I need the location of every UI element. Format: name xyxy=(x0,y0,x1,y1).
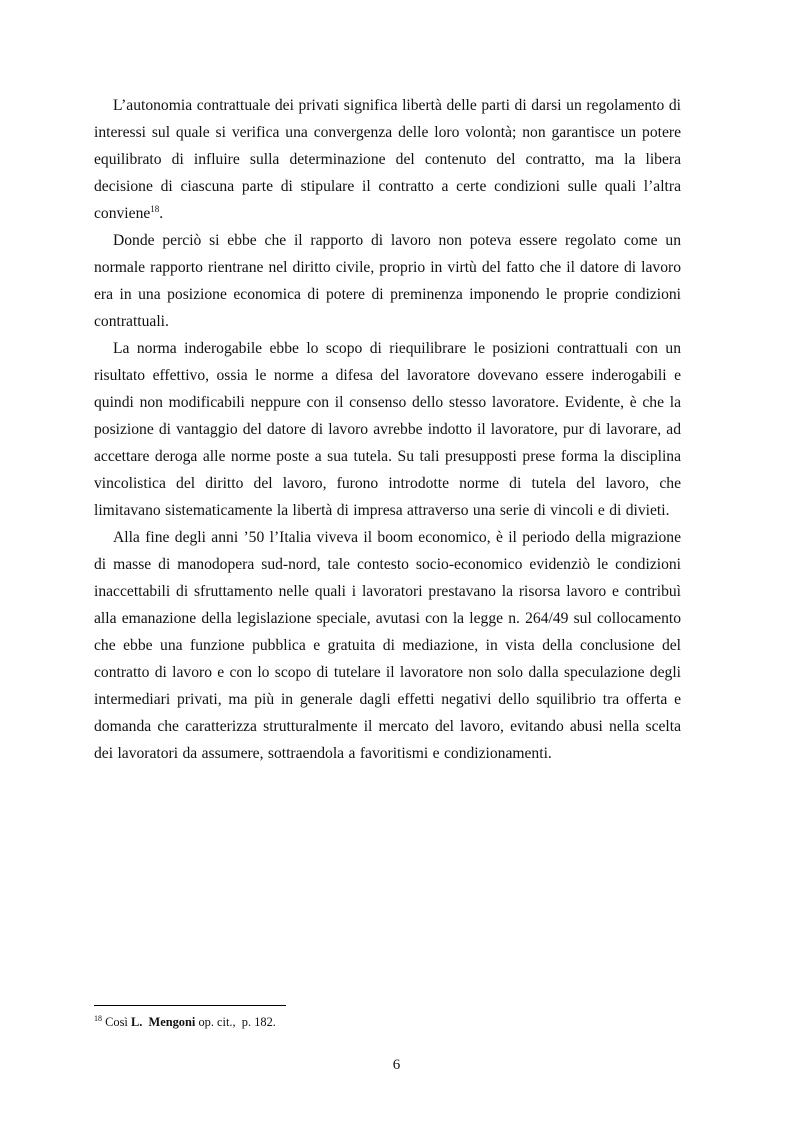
footnote-ref[interactable]: 18 xyxy=(150,203,160,214)
body-text xyxy=(94,92,681,767)
footnote-author: L. Mengoni xyxy=(130,1015,196,1029)
footnote-citation: op. cit., p. 182. xyxy=(198,1015,276,1029)
paragraph-rapporto: Donde perciò si ebbe che il rapporto di lavoro non poteva essere regolato come un normale rapporto rientrane nel diritto civile, proprio in virtù del fatto che il datore di lavoro era in una posizione economica di potere di preminenza imponendo le proprie condizioni contrattuali. xyxy=(94,232,681,330)
paragraph-boom: Alla fine degli anni ’50 l’Italia viveva il boom economico, è il periodo della migrazione di masse di manodopera sud-nord, tale contesto socio-economico evidenziò le condizioni inaccettabili di sfruttamento nelle quali i lavoratori prestavano la risorsa lavoro e contribuì alla emanazione della legislazione speciale, avutasi con la legge n. 264/49 sul collocamento che ebbe una funzione pubblica e gratuita di mediazione, in vista della conclusione del contratto di lavoro e con lo scopo di tutelare il lavoratore non solo dalla speculazione degli intermediari privati, ma più in generale dagli effetti negativi dello squilibrio tra offerta e domanda che caratterizza strutturalmente il mercato del lavoro, evitando abusi nella scelta dei lavoratori da assumere, sottraendola a favoritismi e condizionamenti. xyxy=(94,529,681,762)
footnote-divider xyxy=(94,1005,286,1006)
footnote-prefix: Così xyxy=(105,1015,128,1029)
paragraph-norma: La norma inderogabile ebbe lo scopo di riequilibrare le posizioni contrattuali con un risultato effettivo, ossia le norme a difesa del lavoratore dovevano essere inderogabili e quindi non modificabili neppure con il consenso dello stesso lavoratore. Evidente, è che la posizione di vantaggio del datore di lavoro avrebbe indotto il lavoratore, pur di lavorare, ad accettare deroga alle norme poste a sua tutela. Su tali presupposti prese forma la disciplina vincolistica del diritto del lavoro, furono introdotte norme di tutela del lavoro, che limitavano sistematicamente la libertà di impresa attraverso una serie di vincoli e di divieti. xyxy=(94,340,681,519)
paragraph-autonomia: L’autonomia contrattuale dei privati significa libertà delle parti di darsi un regolamento di interessi sul quale si verifica una convergenza delle loro volontà; non garantisce un potere equilibrato di influire sulla determinazione del contenuto del contratto, ma la libera decisione di ciascuna parte di stipulare il contratto a certe condizioni sulle quali l’altra conviene$^{18}$. xyxy=(94,97,681,222)
footnote-number: 18 xyxy=(94,1013,102,1023)
page-number: 6 xyxy=(392,1057,401,1073)
footnote xyxy=(94,1014,276,1030)
